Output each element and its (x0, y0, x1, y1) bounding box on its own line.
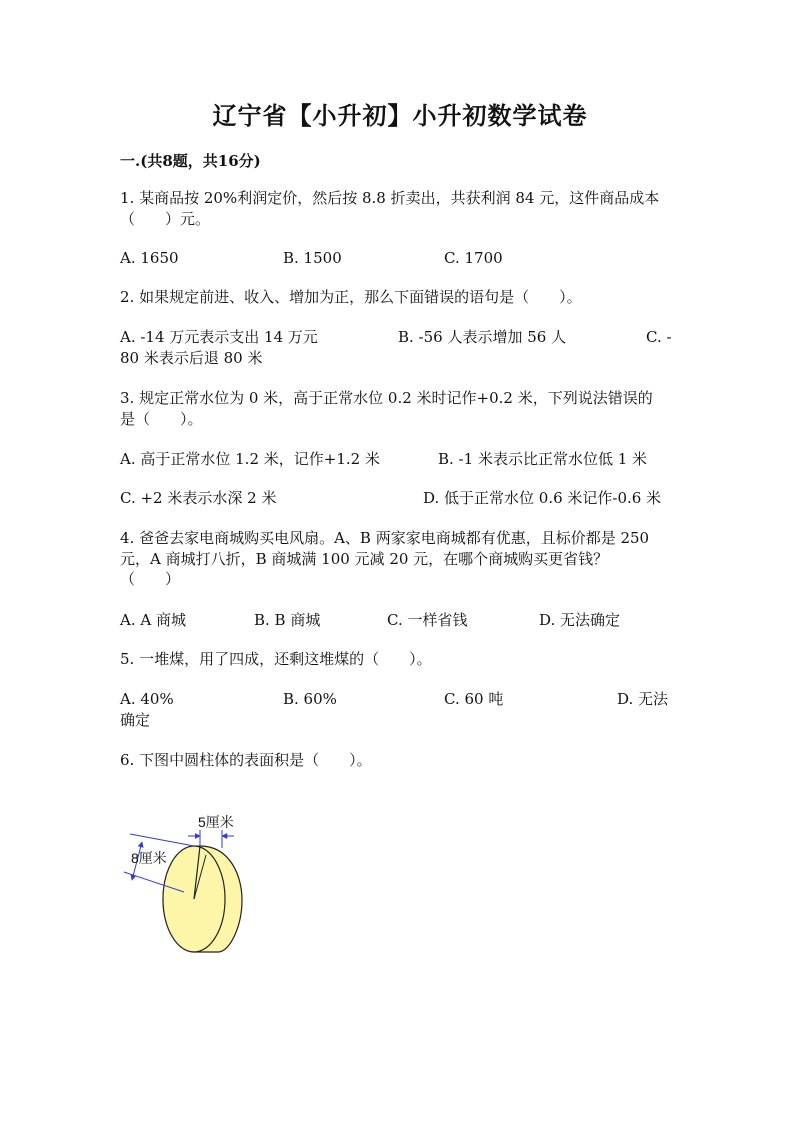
q4-stem-line-3: （ ） (120, 570, 181, 588)
q1-option-a: A. 1650 (120, 249, 179, 267)
section-heading: 一.(共8题，共16分) (120, 152, 261, 170)
q5-stem-line-1: 5. 一堆煤，用了四成，还剩这堆煤的（ ）。 (120, 650, 432, 668)
q4-option-b: B. B 商城 (254, 611, 321, 629)
q1-option-c: C. 1700 (444, 249, 503, 267)
q1-stem-line-2: （ ）元。 (120, 210, 211, 228)
q2-option-a: A. -14 万元表示支出 14 万元 (120, 328, 318, 346)
q3-option-d: D. 低于正常水位 0.6 米记作-0.6 米 (423, 489, 662, 507)
q4-stem-line-1: 4. 爸爸去家电商城购买电风扇。A、B 两家家电商城都有优惠，且标价都是 250 (120, 529, 650, 547)
q3-stem-line-1: 3. 规定正常水位为 0 米，高于正常水位 0.2 米时记作+0.2 米，下列说法错误的 (120, 389, 653, 407)
q4-option-c: C. 一样省钱 (387, 611, 468, 629)
q2-option-b: B. -56 人表示增加 56 人 (398, 328, 567, 346)
q5-option-b: B. 60% (283, 690, 337, 708)
radius-extension-line-top (130, 834, 194, 846)
q3-option-a: A. 高于正常水位 1.2 米，记作+1.2 米 (120, 450, 380, 468)
radius-label: 8厘米 (131, 850, 167, 866)
page-title: 辽宁省【小升初】小升初数学试卷 (212, 101, 588, 130)
q5-option-c: C. 60 吨 (444, 690, 504, 708)
q4-stem-line-2: 元，A 商城打八折，B 商城满 100 元减 20 元，在哪个商城购买更省钱？ (120, 550, 609, 568)
q6-stem-line-1: 6. 下图中圆柱体的表面积是（ ）。 (120, 751, 372, 769)
q2-option-c: C. - (646, 328, 672, 346)
width-label: 5厘米 (198, 814, 234, 830)
q2-stem-line-1: 2. 如果规定前进、收入、增加为正，那么下面错误的语句是（ ）。 (120, 288, 582, 306)
cylinder-figure (118, 808, 258, 958)
q3-option-c: C. +2 米表示水深 2 米 (120, 489, 277, 507)
q1-option-b: B. 1500 (283, 249, 342, 267)
q4-option-d: D. 无法确定 (539, 611, 621, 629)
q1-stem-line-1: 1. 某商品按 20%利润定价，然后按 8.8 折卖出，共获利润 84 元，这件商品成本 (120, 189, 660, 207)
q5-option-d-continued: 确定 (120, 711, 151, 729)
q5-option-a: A. 40% (120, 690, 174, 708)
q3-option-b: B. -1 米表示比正常水位低 1 米 (438, 450, 648, 468)
q2-option-c-continued: 80 米表示后退 80 米 (120, 349, 263, 367)
q4-option-a: A. A 商城 (120, 611, 186, 629)
q3-stem-line-2: 是（ ）。 (120, 410, 203, 428)
q5-option-d: D. 无法 (617, 690, 669, 708)
